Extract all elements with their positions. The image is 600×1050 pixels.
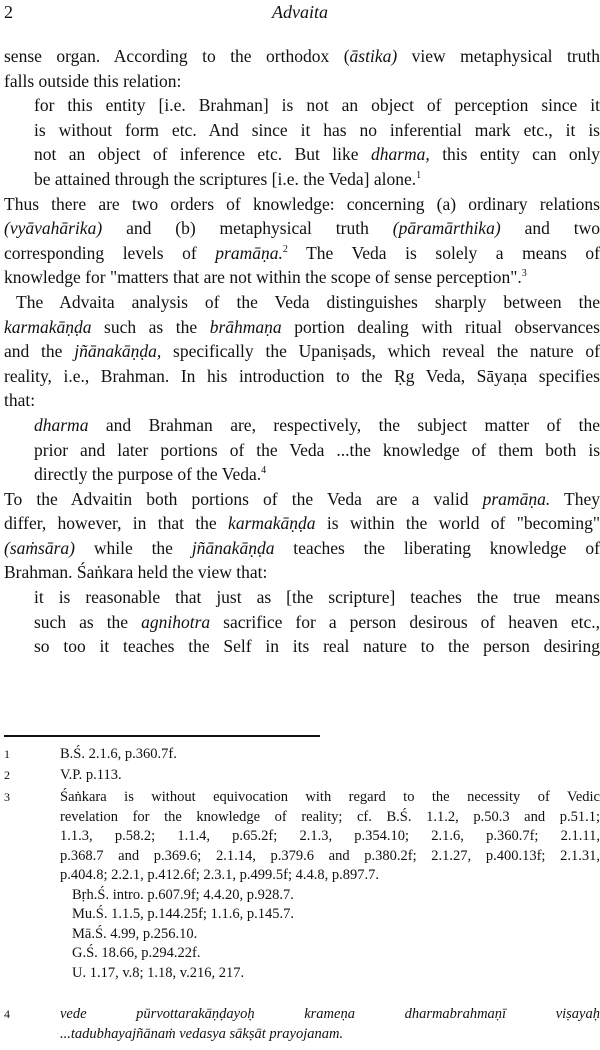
text-line: Thus there are two orders of knowledge: concerning (a) ordinary relations (4, 193, 600, 214)
text-line: (saṁsāra) while the jñānakāṇḍa teaches the liberating knowledge of (4, 537, 600, 558)
quote-line: directly the purpose of the Veda.$^4$ (34, 464, 267, 485)
footnote-number: 3 (4, 790, 10, 804)
text-line: karmakāṇḍa such as the brāhmaṇa portion dealing with ritual observances (4, 316, 600, 337)
quote-line: not an object of inference etc. But like dharma, this entity can only (34, 144, 600, 165)
text-line: corresponding levels of pramāṇa.$^2$ The Veda is solely a means of (4, 242, 600, 263)
footnote-line: Śaṅkara is without equivocation with regard to the necessity of Vedic (60, 789, 600, 805)
main-text (4, 44, 600, 659)
quote-line: be attained through the scriptures [i.e. the Veda] alone.$^1$ (34, 168, 422, 189)
footnote-rule (4, 735, 320, 737)
running-title: Advaita (272, 2, 328, 22)
quote-line: such as the agnihotra sacrifice for a person desirous of heaven etc., (34, 611, 600, 632)
footnote-number: 1 (4, 747, 10, 761)
footnote-line: Bṛh.Ś. intro. p.607.9f; 4.4.20, p.928.7. (72, 886, 294, 903)
footnote-line: 1.1.3, p.58.2; 1.1.4, p.65.2f; 2.1.3, p.354.10; 2.1.6, p.360.7f; 2.1.11, (60, 828, 600, 844)
quote-line: prior and later portions of the Veda ...the knowledge of them both is (34, 439, 600, 460)
footnote-line: ...tadubhayajñānaṁ vedasya sākṣāt prayojanam. (60, 1025, 344, 1042)
footnote-line: p.368.7 and p.369.6; 2.1.14, p.379.6 and p.380.2f; 2.1.27, p.400.13f; 2.1.31, (60, 847, 600, 864)
quote-line: it is reasonable that just as [the scripture] teaches the true means (34, 587, 600, 608)
footnote-line: Mā.Ś. 4.99, p.256.10. (72, 925, 198, 942)
footnote-line: vede pūrvottarakāṇḍayoḥ krameṇa dharmabrahmaṇī viṣayaḥ (60, 1006, 600, 1022)
text-line: falls outside this relation: (4, 70, 182, 91)
footnote-ref: 2 (282, 243, 288, 255)
text-line: reality, i.e., Brahman. In his introduction to the Ṛg Veda, Sāyaṇa specifies (4, 365, 600, 386)
block-quote (4, 585, 600, 659)
footnote-ref: 4 (261, 465, 267, 477)
quote-line: dharma and Brahman are, respectively, the subject matter of the (34, 414, 600, 435)
text-line: sense organ. According to the orthodox (āstika) view metaphysical truth (4, 46, 600, 66)
footnote-line: Mu.Ś. 1.1.5, p.144.25f; 1.1.6, p.145.7. (72, 906, 294, 922)
footnote-ref: 1 (416, 170, 422, 182)
text-line: To the Advaitin both portions of the Veda are a valid pramāṇa. They (4, 488, 600, 509)
footnote-line: p.404.8; 2.2.1, p.412.6f; 2.3.1, p.499.5f; 4.4.8, p.897.7. (60, 867, 379, 883)
footnote-line: G.Ś. 18.66, p.294.22f. (72, 945, 201, 961)
quote-line: is without form etc. And since it has no inferential mark etc., it is (34, 119, 600, 140)
page-header (4, 2, 596, 26)
text-line: and the jñānakāṇḍa, specifically the Upaniṣads, which reveal the nature of (4, 341, 600, 362)
footnote-number: 4 (4, 1007, 10, 1021)
text-line: The Advaita analysis of the Veda distinguishes sharply between the (16, 291, 600, 312)
footnote-ref: 3 (521, 268, 527, 280)
text-line: differ, however, in that the karmakāṇḍa is within the world of "becoming" (4, 513, 600, 534)
block-quote (4, 93, 600, 191)
text-line: knowledge for "matters that are not within the scope of sense perception".$^3$ (4, 267, 527, 288)
quote-line: for this entity [i.e. Brahman] is not an object of perception since it (34, 95, 600, 116)
footnote-line: revelation for the knowledge of reality; cf. B.Ś. 1.1.2, p.50.3 and p.51.1; (60, 808, 600, 825)
footnote-line: B.Ś. 2.1.6, p.360.7f. (60, 746, 177, 762)
text-line: Brahman. Śaṅkara held the view that: (4, 562, 268, 583)
footnote-line: V.P. p.113. (60, 767, 122, 783)
quote-line: so too it teaches the Self in its real nature to the person desiring (34, 636, 600, 657)
text-line: that: (4, 390, 36, 411)
text-line: (vyāvahārika) and (b) metaphysical truth (pāramārthika) and two (4, 218, 600, 239)
footnote-number: 2 (4, 768, 10, 782)
block-quote (4, 413, 600, 487)
page-number: 2 (4, 2, 13, 22)
footnote-line: U. 1.17, v.8; 1.18, v.216, 217. (72, 964, 245, 981)
